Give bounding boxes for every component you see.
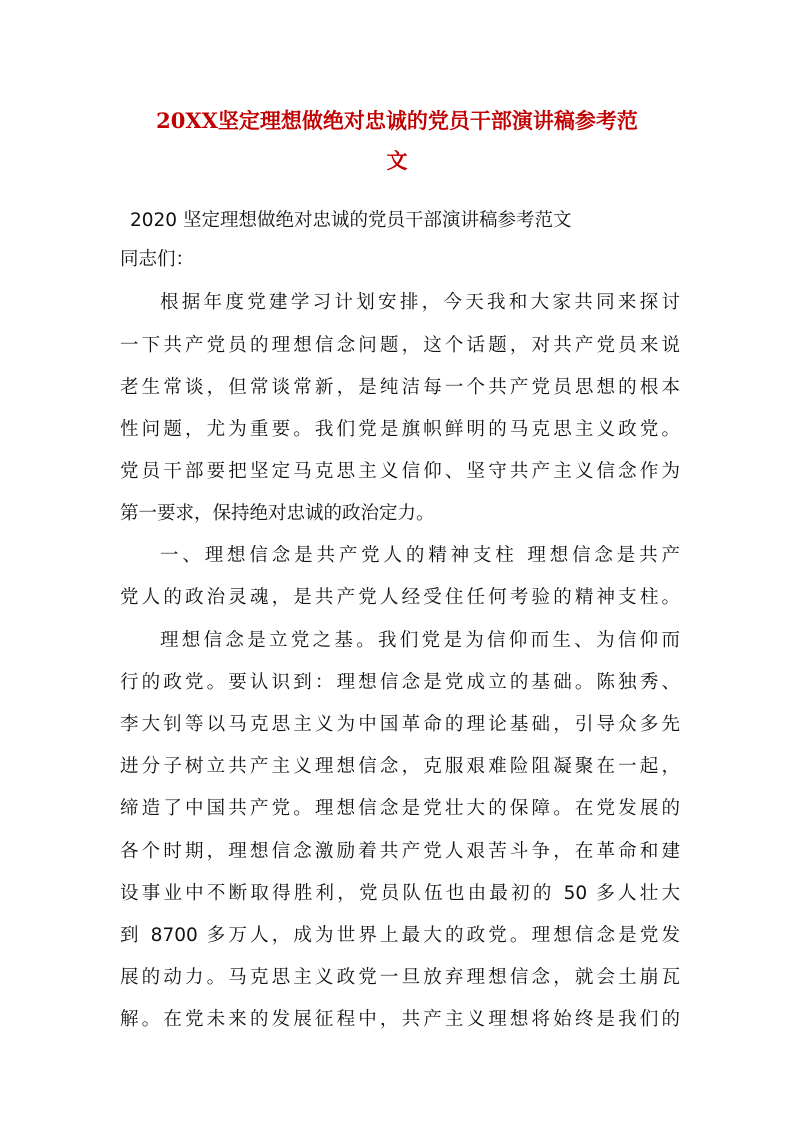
document-title-line-2: 文	[386, 148, 408, 173]
body-line: 解。在党未来的发展征程中，共产主义理想将始终是我们的	[120, 1009, 680, 1030]
body-line: 李大钊等以马克思主义为中国革命的理论基础，引导众多先	[120, 714, 680, 735]
body-line: 一、理想信念是共产党人的精神支柱 理想信念是共产	[160, 545, 680, 566]
body-line: 各个时期，理想信念激励着共产党人艰苦斗争，在革命和建	[120, 841, 680, 862]
document-subtitle: 2020 坚定理想做绝对忠诚的党员干部演讲稿参考范文	[130, 210, 572, 231]
body-line: 第一要求，保持绝对忠诚的政治定力。	[120, 503, 435, 524]
body-line: 党人的政治灵魂，是共产党人经受住任何考验的精神支柱。	[120, 587, 680, 608]
body-line: 理想信念是立党之基。我们党是为信仰而生、为信仰而	[160, 630, 680, 651]
body-line: 缔造了中国共产党。理想信念是党壮大的保障。在党发展的	[120, 798, 680, 819]
body-line: 党员干部要把坚定马克思主义信仰、坚守共产主义信念作为	[120, 461, 680, 482]
salutation: 同志们：	[120, 249, 195, 270]
body-line: 设事业中不断取得胜利，党员队伍也由最初的 50 多人壮大	[120, 883, 680, 904]
body-line: 一下共产党员的理想信念问题，这个话题，对共产党员来说	[120, 335, 680, 356]
body-line: 展的动力。马克思主义政党一旦放弃理想信念，就会土崩瓦	[120, 967, 680, 988]
body-line: 根据年度党建学习计划安排，今天我和大家共同来探讨	[160, 292, 680, 313]
body-line: 进分子树立共产主义理想信念，克服艰难险阻凝聚在一起，	[120, 756, 680, 777]
document-title-line-1: 20XX坚定理想做绝对忠诚的党员干部演讲稿参考范	[156, 108, 638, 133]
body-line: 性问题，尤为重要。我们党是旗帜鲜明的马克思主义政党。	[120, 419, 680, 440]
body-line: 到 8700 多万人，成为世界上最大的政党。理想信念是党发	[120, 925, 680, 946]
body-line: 行的政党。要认识到：理想信念是党成立的基础。陈独秀、	[120, 672, 680, 693]
body-line: 老生常谈，但常谈常新，是纯洁每一个共产党员思想的根本	[120, 377, 680, 398]
